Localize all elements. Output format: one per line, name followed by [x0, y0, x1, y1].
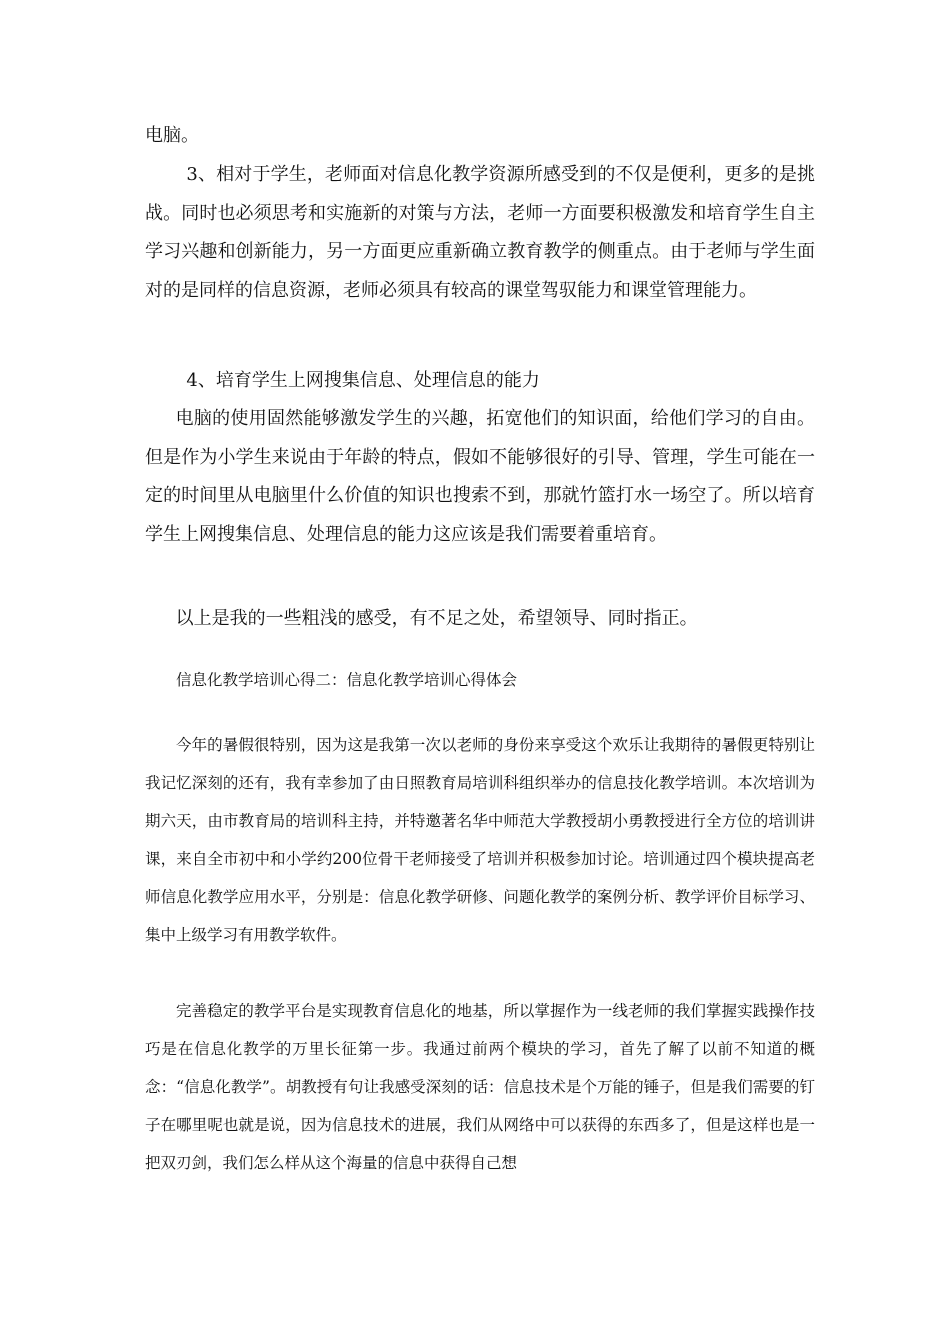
paragraph-section-platform: 完善稳定的教学平台是实现教育信息化的地基，所以掌握作为一线老师的我们掌握实践操作技巧是在信息化教学的万里长征第一步。我通过前两个模块的学习，首先了解了以前不知道的概念：“信息化教学”。胡教授有句让我感受深刻的话：信息技术是个万能的锤子，但是我们需要的钉子在哪里呢也就是说，因为信息技术的进展，我们从网络中可以获得的东西多了，但是这样也是一把双刃剑，我们怎么样从这个海量的信息中获得自己想	[145, 1002, 815, 1172]
paragraph-point-4-body: 电脑的使用固然能够激发学生的兴趣，拓宽他们的知识面，给他们学习的自由。但是作为小学生来说由于年龄的特点，假如不能够很好的引导、管理，学生可能在一定的时间里从电脑里什么价值的知识也搜索不到，那就竹篮打水一场空了。所以培育学生上网搜集信息、处理信息的能力这应该是我们需要着重培育。	[145, 408, 815, 545]
paragraph-section-intro: 今年的暑假很特别，因为这是我第一次以老师的身份来享受这个欢乐让我期待的暑假更特别让我记忆深刻的还有，我有幸参加了由日照教育局培训科组织举办的信息技化教学培训。本次培训为期六天，由市教育局的培训科主持，并特邀著名华中师范大学教授胡小勇教授进行全方位的培训讲课，来自全市初中和小学约200位骨干老师接受了培训并积极参加讨论。培训通过四个模块提高老师信息化教学应用水平，分别是：信息化教学研修、问题化教学的案例分析、教学评价目标学习、集中上级学习有用教学软件。	[145, 736, 815, 944]
paragraph-continuation: 电脑。	[145, 125, 199, 146]
paragraph-point-3: 3、相对于学生，老师面对信息化教学资源所感受到的不仅是便利，更多的是挑战。同时也必须思考和实施新的对策与方法，老师一方面要积极激发和培育学生自主学习兴趣和创新能力，另一方面更应重新确立教育教学的侧重点。由于老师与学生面对的是同样的信息资源，老师必须具有较高的课堂驾驭能力和课堂管理能力。	[145, 164, 815, 301]
paragraph-closing: 以上是我的一些粗浅的感受，有不足之处，希望领导、同时指正。	[175, 608, 698, 629]
paragraph-point-4-title: 4、培育学生上网搜集信息、处理信息的能力	[186, 370, 540, 391]
section-heading: 信息化教学培训心得二：信息化教学培训心得体会	[176, 671, 518, 689]
